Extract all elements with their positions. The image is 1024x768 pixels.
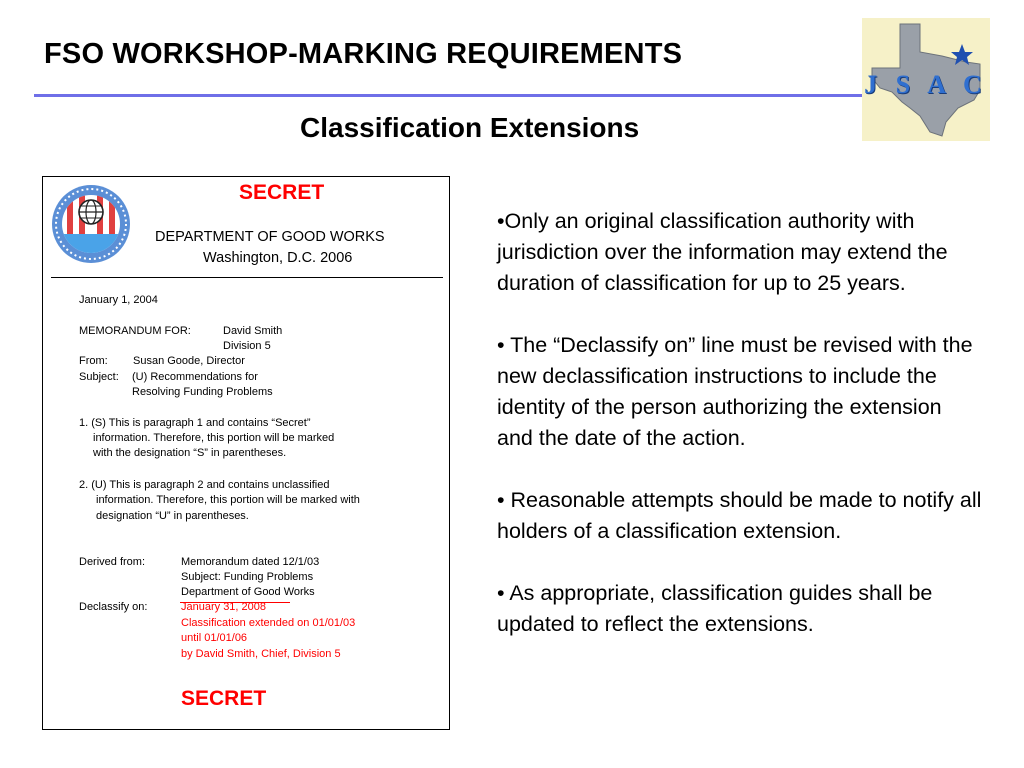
logo-lettering: J S A C [864, 70, 988, 99]
memo-date: January 1, 2004 [79, 294, 158, 306]
derived-from-line-3: Department of Good Works [181, 586, 315, 598]
title-divider [34, 94, 870, 97]
memorandum-for-division: Division 5 [223, 340, 271, 352]
extension-line-2: until 01/01/06 [181, 632, 248, 644]
subject-line-1: (U) Recommendations for [132, 371, 258, 383]
paragraph-2-line-2: information. Therefore, this portion will be marked with [96, 494, 360, 506]
bullet-item: • The “Declassify on” line must be revised with the new declassification instructions to include the identity of the person authorizing the extension and the date of the action. [497, 333, 973, 450]
paragraph-1-line-3: with the designation “S” in parentheses. [93, 447, 287, 459]
derived-from-line-1: Memorandum dated 12/1/03 [181, 556, 320, 568]
bullet-item: • As appropriate, classification guides shall be updated to reflect the extensions. [497, 581, 933, 636]
slide-title: FSO WORKSHOP-MARKING REQUIREMENTS [44, 38, 683, 70]
bullet-list [497, 206, 983, 671]
department-seal-icon [51, 184, 131, 264]
paragraph-1-line-2: information. Therefore, this portion will be marked [93, 432, 335, 444]
department-city: Washington, D.C. 2006 [203, 250, 353, 266]
extension-line-1: Classification extended on 01/01/03 [181, 617, 356, 629]
jsac-logo [862, 18, 990, 141]
subject-line-2: Resolving Funding Problems [132, 386, 273, 398]
department-name: DEPARTMENT OF GOOD WORKS [155, 229, 385, 245]
bullet-item: • Reasonable attempts should be made to notify all holders of a classification extension. [497, 488, 982, 543]
from-value: Susan Goode, Director [133, 355, 245, 367]
memo-divider [51, 277, 443, 278]
sample-memorandum [42, 176, 450, 730]
classification-marking-top: SECRET [239, 181, 325, 204]
subject-label: Subject: [79, 371, 119, 383]
slide-subtitle: Classification Extensions [300, 112, 640, 143]
derived-from-line-2: Subject: Funding Problems [181, 571, 314, 583]
bullet-item: •Only an original classification authority with jurisdiction over the information may extend the duration of classification for up to 25 years. [497, 209, 948, 295]
derived-from-label: Derived from: [79, 556, 146, 568]
extension-line-3: by David Smith, Chief, Division 5 [181, 648, 341, 660]
declassify-on-label: Declassify on: [79, 601, 148, 613]
paragraph-2-line-3: designation “U” in parentheses. [96, 510, 249, 522]
classification-marking-bottom: SECRET [181, 687, 267, 710]
memorandum-for-name: David Smith [223, 325, 283, 337]
from-label: From: [79, 355, 108, 367]
memorandum-for-label: MEMORANDUM FOR: [79, 325, 191, 337]
paragraph-2-line-1: 2. (U) This is paragraph 2 and contains unclassified [79, 479, 330, 491]
declassify-on-date: January 31, 2008 [181, 601, 267, 613]
paragraph-1-line-1: 1. (S) This is paragraph 1 and contains “Secret” [79, 417, 311, 429]
